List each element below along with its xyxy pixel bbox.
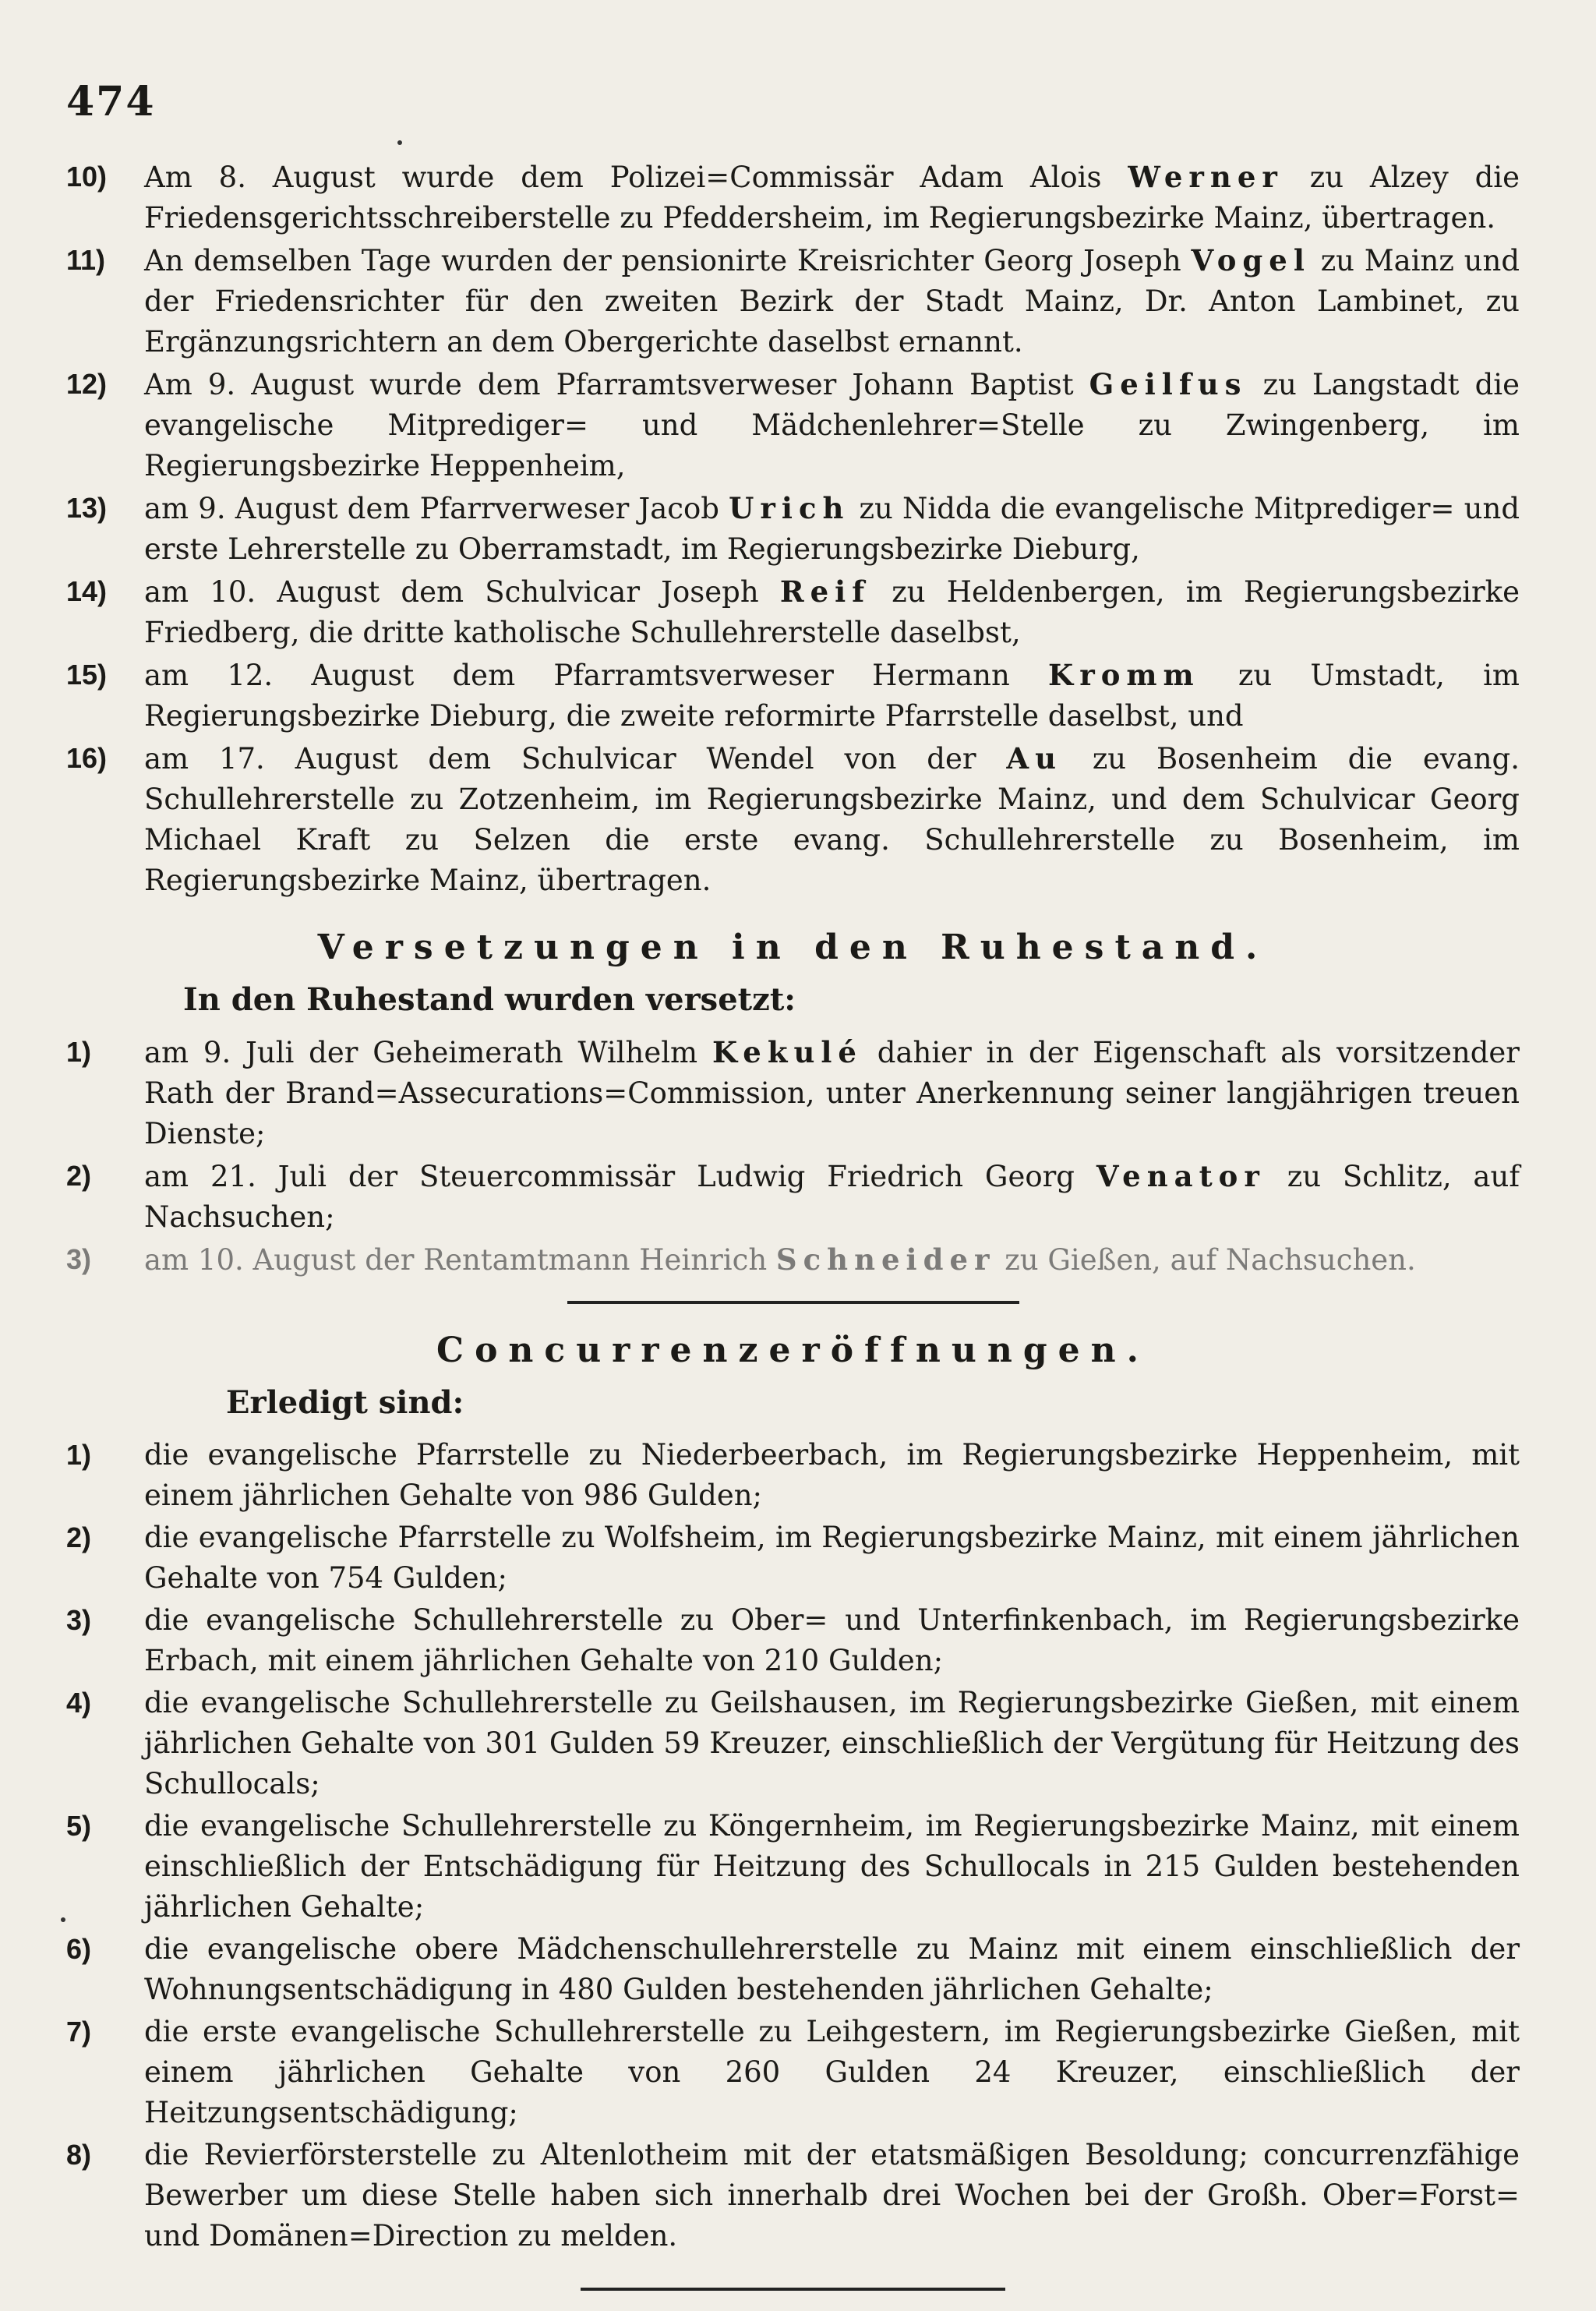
item-number: 1) (66, 1439, 92, 1471)
list-item: 2) die evangelische Pfarrstelle zu Wolfsheim, im Regierungsbezirke Mainz, mit einem jährlichen Gehalte von 754 Gulden; (66, 1518, 1520, 1599)
vacancies-list (66, 1435, 1520, 2256)
section-title-retirement: Versetzungen in den Ruhestand. (317, 928, 1269, 967)
list-item: 3) am 10. August der Rentamtmann Heinrich Schneider zu Gießen, auf Nachsuchen. (66, 1239, 1520, 1281)
item-number: 5) (66, 1810, 92, 1842)
item-number: 8) (66, 2139, 92, 2171)
list-item: 7) die erste evangelische Schullehrerstelle zu Leihgestern, im Regierungsbezirke Gießen, mit einem jährlichen Gehalte von 260 Gulden 24 Kreuzer, einschließlich der Heitzungsentschädigung; (66, 2012, 1520, 2133)
item-number: 1) (66, 1036, 92, 1068)
page-number: 474 (66, 78, 156, 125)
item-number: 6) (66, 1933, 92, 1965)
list-item: 5) die evangelische Schullehrerstelle zu Köngernheim, im Regierungsbezirke Mainz, mit einem einschließlich der Entschädigung für Heitzung des Schullocals in 215 Gulden bestehenden jährlichen Gehalte; (66, 1806, 1520, 1928)
list-item: 12) Am 9. August wurde dem Pfarramtsverweser Johann Baptist Geilfus zu Langstadt die evangelische Mitprediger= und Mädchenlehrer=Stelle zu Zwingenberg, im Regierungsbezirke Heppenheim, (66, 364, 1520, 486)
list-item: 4) die evangelische Schullehrerstelle zu Geilshausen, im Regierungsbezirke Gießen, mit einem jährlichen Gehalte von 301 Gulden 59 Kreuzer, einschließlich der Vergütung für Heitzung des Schullocals; (66, 1683, 1520, 1804)
person-name: Werner (1128, 160, 1284, 194)
person-name: Schneider (775, 1242, 996, 1277)
print-speck (61, 1917, 65, 1922)
person-name: Reif (779, 574, 871, 609)
retirement-list (66, 1032, 1520, 1281)
list-item: 1) die evangelische Pfarrstelle zu Niederbeerbach, im Regierungsbezirke Heppenheim, mit einem jährlichen Gehalte von 986 Gulden; (66, 1435, 1520, 1516)
list-item: 2) am 21. Juli der Steuercommissär Ludwig Friedrich Georg Venator zu Schlitz, auf Nachsuchen; (66, 1156, 1520, 1238)
item-number: 2) (66, 1160, 92, 1192)
section-title-vacancies: Concurrenzeröffnungen. (436, 1330, 1149, 1370)
item-number: 3) (66, 1604, 92, 1636)
person-name: Venator (1096, 1159, 1266, 1193)
list-item: 11) An demselben Tage wurden der pensionirte Kreisrichter Georg Joseph Vogel zu Mainz und der Friedensrichter für den zweiten Bezirk der Stadt Mainz, Dr. Anton Lambinet, zu Ergänzungsrichtern an dem Obergerichte daselbst ernannt. (66, 240, 1520, 362)
person-name: Vogel (1191, 243, 1311, 277)
item-number: 14) (66, 575, 108, 607)
list-item: 1) am 9. Juli der Geheimerath Wilhelm Kekulé dahier in der Eigenschaft als vorsitzender Rath der Brand=Assecurations=Commission, unter Anerkennung seiner langjährigen treuen Dienste; (66, 1032, 1520, 1154)
item-number: 10) (66, 161, 108, 193)
item-number: 3) (66, 1243, 92, 1275)
list-item: 6) die evangelische obere Mädchenschullehrerstelle zu Mainz mit einem einschließlich der Wohnungsentschädigung in 480 Gulden bestehenden jährlichen Gehalte; (66, 1929, 1520, 2010)
list-item: 3) die evangelische Schullehrerstelle zu Ober= und Unterfinkenbach, im Regierungsbezirke Erbach, mit einem jährlichen Gehalte von 210 Gulden; (66, 1600, 1520, 1681)
list-item: 8) die Revierförsterstelle zu Altenlotheim mit der etatsmäßigen Besoldung; concurrenzfähige Bewerber um diese Stelle haben sich innerhalb drei Wochen bei der Großh. Ober=Forst= und Domänen=Direction zu melden. (66, 2135, 1520, 2256)
print-speck (397, 140, 402, 145)
list-item: 14) am 10. August dem Schulvicar Joseph Reif zu Heldenbergen, im Regierungsbezirke Friedberg, die dritte katholische Schullehrerstelle daselbst, (66, 571, 1520, 653)
person-name: Kekulé (711, 1035, 863, 1069)
item-number: 12) (66, 368, 108, 400)
item-number: 4) (66, 1687, 92, 1719)
person-name: Au (1006, 741, 1062, 776)
section-intro-retirement: In den Ruhestand wurden versetzt: (183, 981, 796, 1018)
appointments-list (66, 157, 1520, 901)
document-page (66, 78, 1520, 2311)
item-number: 15) (66, 659, 108, 691)
list-item: 13) am 9. August dem Pfarrverweser Jacob Urich zu Nidda die evangelische Mitprediger= und erste Lehrerstelle zu Oberramstadt, im Regierungsbezirke Dieburg, (66, 488, 1520, 570)
item-number: 2) (66, 1521, 92, 1553)
item-number: 7) (66, 2016, 92, 2048)
list-item: 15) am 12. August dem Pfarramtsverweser Hermann Kromm zu Umstadt, im Regierungsbezirke Dieburg, die zweite reformirte Pfarrstelle daselbst, und (66, 655, 1520, 737)
person-name: Geilfus (1089, 367, 1248, 401)
end-divider (581, 2288, 1005, 2291)
item-number: 13) (66, 492, 108, 524)
section-divider (567, 1301, 1019, 1304)
item-number: 11) (66, 244, 106, 276)
section-intro-vacancies: Erledigt sind: (226, 1384, 464, 1421)
list-item: 16) am 17. August dem Schulvicar Wendel von der Au zu Bosenheim die evang. Schullehrerstelle zu Zotzenheim, im Regierungsbezirke Mainz, und dem Schulvicar Georg Michael Kraft zu Selzen die erste evang. Schullehrerstelle zu Bosenheim, im Regierungsbezirke Mainz, übertragen. (66, 738, 1520, 901)
person-name: Urich (729, 491, 850, 525)
item-number: 16) (66, 742, 108, 774)
person-name: Kromm (1048, 658, 1200, 692)
list-item: 10) Am 8. August wurde dem Polizei=Commissär Adam Alois Werner zu Alzey die Friedensgerichtsschreiberstelle zu Pfeddersheim, im Regierungsbezirke Mainz, übertragen. (66, 157, 1520, 239)
